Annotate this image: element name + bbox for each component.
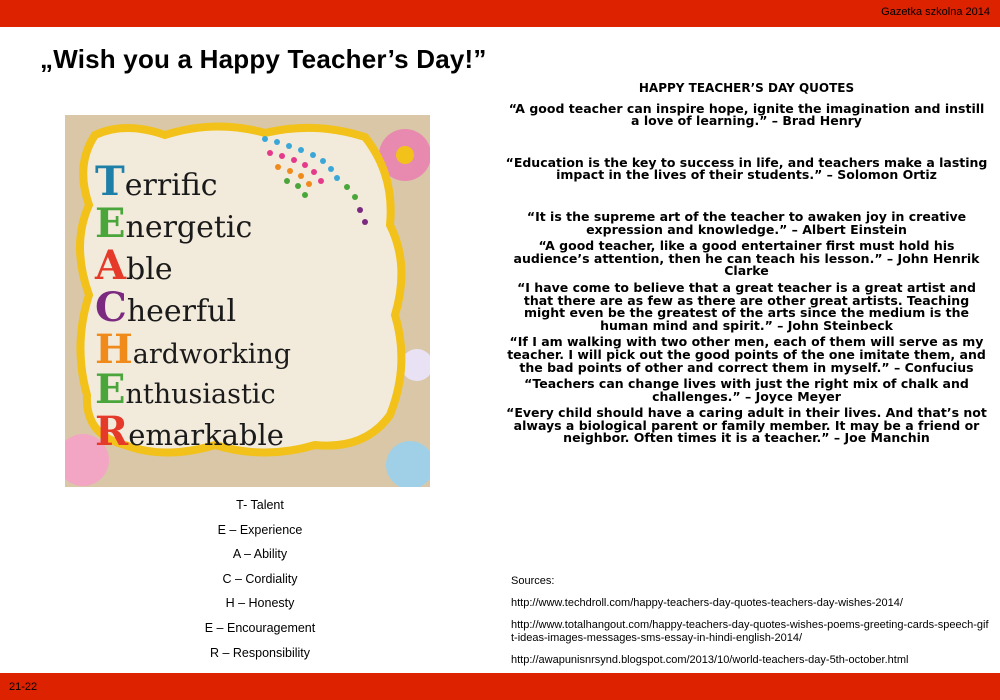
- sources-section: [511, 575, 991, 667]
- source-link[interactable]: http://www.totalhangout.com/happy-teachers-day-quotes-wishes-poems-greeting-cards-speech-gift-ideas-images-messages-sms-essay-in-hindi-english-2014/: [511, 619, 989, 644]
- teacher-cookie-illustration: [65, 115, 430, 487]
- source-link[interactable]: http://www.techdroll.com/happy-teachers-day-quotes-teachers-day-wishes-2014/: [511, 597, 903, 609]
- cookie-letter-4: C: [95, 284, 127, 331]
- quotes-heading: HAPPY TEACHER’S DAY QUOTES: [638, 81, 855, 95]
- acrostic-item: R – Responsibility: [209, 645, 311, 660]
- publication-label: Gazetka szkolna 2014: [881, 6, 990, 18]
- cookie-letter-1: T: [95, 158, 125, 205]
- cookie-word-3-rest: ble: [126, 252, 173, 287]
- bottom-bar: [0, 673, 1000, 700]
- quote: “If I am walking with two other men, each of them will serve as my teacher. I will pick out the good points of the one imitate them, and the bad points of other and correct them in myself.” – Confucius: [507, 334, 986, 375]
- quote: “Every child should have a caring adult in their lives. And that’s not always a biological parent or family member. It may be a friend or neighbor. Often times it is a teacher.” – Joe Manchin: [506, 405, 987, 446]
- acrostic-item: A – Ability: [232, 547, 288, 562]
- cookie-letter-6: E: [95, 366, 126, 413]
- page-number: 21-22: [9, 681, 38, 693]
- quote: “It is the supreme art of the teacher to awaken joy in creative expression and knowledge.” – Albert Einstein: [526, 208, 967, 237]
- teacher-acrostic-list: [150, 497, 370, 669]
- cookie-word-6-rest: nthusiastic: [125, 379, 276, 410]
- quotes-section: [503, 82, 990, 445]
- quote: “Education is the key to success in life, and teachers make a lasting impact in the lives of their students.” – Solomon Ortiz: [505, 154, 988, 183]
- acrostic-item: E – Experience: [217, 522, 303, 537]
- cookie-letter-7: R: [95, 408, 129, 455]
- acrostic-item: H – Honesty: [225, 596, 295, 611]
- cookie-word-1-rest: errific: [124, 168, 218, 203]
- source-link[interactable]: http://awapunisnrsynd.blogspot.com/2013/10/world-teachers-day-5th-october.html: [511, 654, 909, 666]
- quote: “I have come to believe that a great teacher is a great artist and that there are as few as there are other great artists. Teaching might even be the greatest of the arts since the medium is the human mind and spirit.” – John Steinbeck: [517, 279, 976, 333]
- sources-label: Sources:: [511, 575, 555, 587]
- cookie-letter-5: H: [95, 326, 133, 373]
- quote: “Teachers can change lives with just the right mix of chalk and challenges.” – Joyce Meyer: [524, 376, 969, 404]
- cookie-word-2-rest: nergetic: [125, 210, 253, 245]
- teacher-cookie-image: [65, 115, 430, 487]
- cookie-word-4-rest: heerful: [126, 294, 237, 329]
- quote: “A good teacher, like a good entertainer first must hold his audience’s attention, then he can teach his lesson.” – John Henrik Clarke: [513, 238, 980, 279]
- cookie-letter-2: E: [95, 200, 126, 247]
- cookie-letter-3: A: [95, 242, 127, 289]
- acrostic-item: T- Talent: [236, 498, 284, 512]
- cookie-word-7-rest: emarkable: [128, 418, 284, 452]
- page-title: „Wish you a Happy Teacher’s Day!”: [40, 44, 487, 74]
- acrostic-item: E – Encouragement: [204, 620, 316, 635]
- top-bar: [0, 0, 1000, 27]
- acrostic-item: C – Cordiality: [222, 571, 298, 586]
- cookie-word-5-rest: ardworking: [132, 339, 292, 370]
- quote: “A good teacher can inspire hope, ignite the imagination and instill a love of learning.” – Brad Henry: [508, 100, 985, 129]
